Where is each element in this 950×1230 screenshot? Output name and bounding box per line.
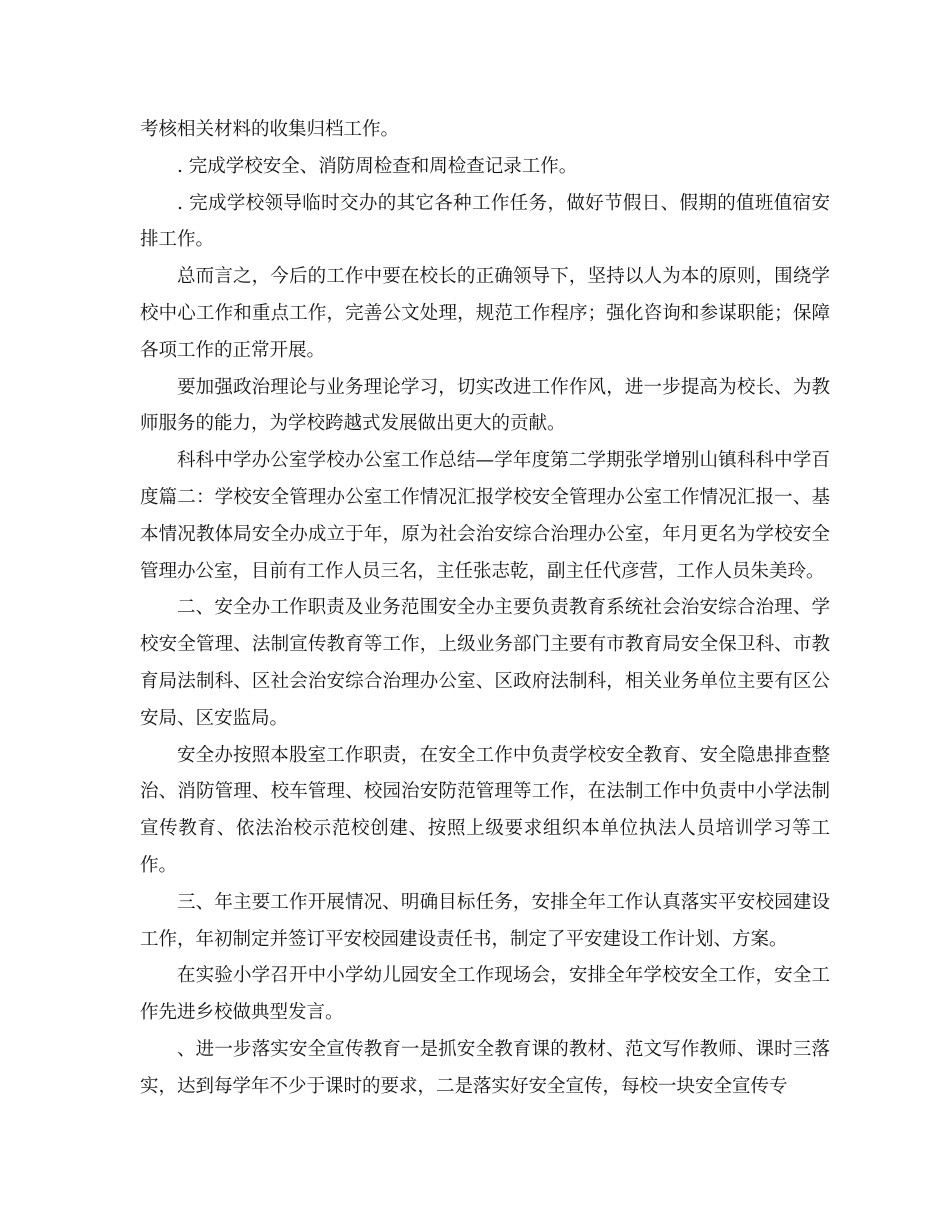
document-body	[140, 112, 830, 1106]
paragraph-9: 三、年主要工作开展情况、明确目标任务，安排全年工作认真落实平安校园建设工作，年初制定并签订平安校园建设责任书，制定了平安建设工作计划、方案。	[140, 891, 830, 950]
paragraph-10: 在实验小学召开中小学幼儿园安全工作现场会，安排全年学校安全工作，安全工作先进乡校做典型发言。	[140, 965, 830, 1024]
paragraph-3: . 完成学校领导临时交办的其它各种工作任务，做好节假日、假期的值班值宿安排工作。	[140, 192, 830, 251]
paragraph-11: 、进一步落实安全宣传教育一是抓安全教育课的教材、范文写作教师、课时三落实，达到每学年不少于课时的要求，二是落实好安全宣传，每校一块安全宣传专	[140, 1038, 830, 1097]
paragraph-5: 要加强政治理论与业务理论学习，切实改进工作作风，进一步提高为校长、为教师服务的能力，为学校跨越式发展做出更大的贡献。	[140, 376, 830, 435]
paragraph-2: . 完成学校安全、消防周检查和周检查记录工作。	[177, 155, 578, 177]
paragraph-7: 二、安全办工作职责及业务范围安全办主要负责教育系统社会治安综合治理、学校安全管理、法制宣传教育等工作，上级业务部门主要有市教育局安全保卫科、市教育局法制科、区社会治安综合治理办公室、区政府法制科，相关业务单位主要有区公安局、区安监局。	[140, 597, 830, 729]
paragraph-4: 总而言之，今后的工作中要在校长的正确领导下，坚持以人为本的原则，围绕学校中心工作和重点工作，完善公文处理，规范工作程序；强化咨询和参谋职能；保障各项工作的正常开展。	[140, 266, 830, 361]
paragraph-8: 安全办按照本股室工作职责，在安全工作中负责学校安全教育、安全隐患排查整治、消防管理、校车管理、校园治安防范管理等工作，在法制工作中负责中小学法制宣传教育、依法治校示范校创建、按照上级要求组织本单位执法人员培训学习等工作。	[140, 744, 830, 876]
paragraph-6: 科科中学办公室学校办公室工作总结—学年度第二学期张学增别山镇科科中学百度篇二：学校安全管理办公室工作情况汇报学校安全管理办公室工作情况汇报一、基本情况教体局安全办成立于年，原为社会治安综合治理办公室，年月更名为学校安全管理办公室，目前有工作人员三名，主任张志乾，副主任代彦营，工作人员朱美玲。	[140, 450, 830, 582]
paragraph-1: 考核相关材料的收集归档工作。	[140, 119, 400, 140]
